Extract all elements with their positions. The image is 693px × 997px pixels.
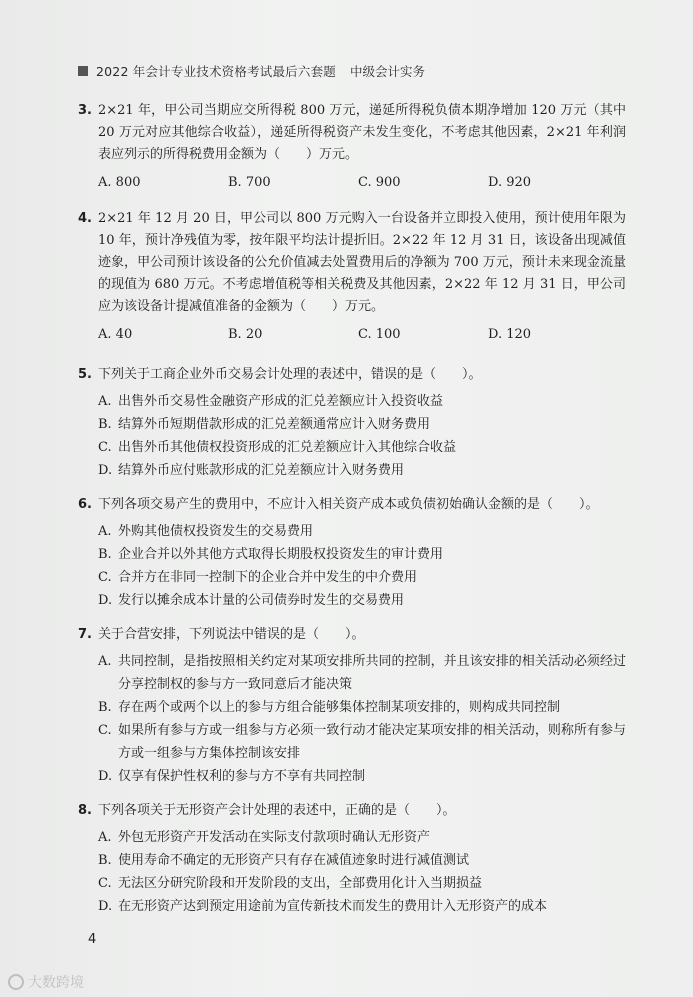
option-b: B. 企业合并以外其他方式取得长期股权投资发生的审计费用 bbox=[98, 547, 444, 562]
option-a: A. 800 bbox=[98, 175, 141, 190]
header-title: 2022 年会计专业技术资格考试最后六套题 bbox=[96, 64, 336, 79]
question-number: 3. bbox=[78, 103, 92, 118]
option-c: C. 无法区分研究阶段和开发阶段的支出，全部费用化计入当期损益 bbox=[98, 876, 483, 891]
option-d: D. 仅享有保护性权利的参与方不享有共同控制 bbox=[98, 769, 366, 784]
option-b: B. 700 bbox=[228, 175, 271, 190]
page-number: 4 bbox=[88, 932, 97, 947]
question-stem: 下列关于工商企业外币交易会计处理的表述中，错误的是（ ）。 bbox=[98, 367, 482, 382]
question-number: 4. bbox=[78, 211, 92, 226]
option-a: A. 共同控制，是指按照相关约定对某项安排所共同的控制，并且该安排的相关活动必须经过分享控制权的参与方一致同意后才能决策 bbox=[98, 654, 626, 692]
option-d: D. 发行以摊余成本计量的公司债券时发生的交易费用 bbox=[98, 593, 405, 608]
question-stem: 下列各项关于无形资产会计处理的表述中，正确的是（ ）。 bbox=[98, 803, 456, 818]
question-stem: 2×21 年 12 月 20 日，甲公司以 800 万元购入一台设备并立即投入使用，预计使用年限为 10 年，预计净残值为零，按年限平均法计提折旧。2×22 年 12 月 31 日，该设备出现减值迹象，甲公司预计该设备的公允价值减去处置费用后的净额为 700 万元，预计未来现金流量的现值为 680 万元。不考虑增值税等相关税费及其他因素，2×22 年 12 月 31 日，甲公司应为该设备计提减值准备的金额为（ ）万元。 bbox=[98, 211, 626, 314]
option-d: D. 120 bbox=[488, 327, 532, 342]
question-4 bbox=[78, 208, 626, 346]
watermark-logo-icon bbox=[8, 974, 24, 990]
option-b: B. 存在两个或两个以上的参与方组合能够集体控制某项安排的，则构成共同控制 bbox=[98, 700, 561, 715]
option-d: D. 920 bbox=[488, 175, 532, 190]
option-c: C. 900 bbox=[358, 175, 401, 190]
question-8 bbox=[78, 800, 626, 918]
question-stem: 2×21 年，甲公司当期应交所得税 800 万元，递延所得税负债本期净增加 120 万元（其中 20 万元对应其他综合收益），递延所得税资产未发生变化，不考虑其他因素，2×21 年利润表应列示的所得税费用金额为（ ）万元。 bbox=[98, 103, 626, 162]
question-7 bbox=[78, 624, 626, 788]
header-square-icon bbox=[78, 66, 88, 76]
watermark-text: 大数跨境 bbox=[28, 975, 84, 991]
option-d: D. 结算外币应付账款形成的汇兑差额应计入财务费用 bbox=[98, 463, 405, 478]
watermark bbox=[8, 972, 84, 992]
question-number: 5. bbox=[78, 367, 92, 382]
option-c: C. 出售外币其他债权投资形成的汇兑差额应计入其他综合收益 bbox=[98, 440, 457, 455]
option-c: C. 100 bbox=[358, 327, 401, 342]
header-subject: 中级会计实务 bbox=[350, 64, 426, 79]
option-b: B. 使用寿命不确定的无形资产只有存在减值迹象时进行减值测试 bbox=[98, 853, 470, 868]
question-stem: 关于合营安排，下列说法中错误的是（ ）。 bbox=[98, 627, 365, 642]
option-a: A. 40 bbox=[98, 327, 133, 342]
question-number: 6. bbox=[78, 497, 92, 512]
option-a: A. 外包无形资产开发活动在实际支付款项时确认无形资产 bbox=[98, 830, 431, 845]
option-d: D. 在无形资产达到预定用途前为宣传新技术而发生的费用计入无形资产的成本 bbox=[98, 899, 548, 914]
question-number: 8. bbox=[78, 803, 92, 818]
option-a: A. 外购其他债权投资发生的交易费用 bbox=[98, 524, 314, 539]
option-b: B. 20 bbox=[228, 327, 263, 342]
question-stem: 下列各项交易产生的费用中，不应计入相关资产成本或负债初始确认金额的是（ ）。 bbox=[98, 497, 599, 512]
question-3 bbox=[78, 100, 626, 194]
option-c: C. 如果所有参与方或一组参与方必须一致行动才能决定某项安排的相关活动，则称所有参与方或一组参与方集体控制该安排 bbox=[98, 723, 626, 761]
option-b: B. 结算外币短期借款形成的汇兑差额通常应计入财务费用 bbox=[98, 417, 431, 432]
question-6 bbox=[78, 494, 626, 612]
question-5 bbox=[78, 364, 626, 482]
option-a: A. 出售外币交易性金融资产形成的汇兑差额应计入投资收益 bbox=[98, 394, 444, 409]
question-number: 7. bbox=[78, 627, 92, 642]
page-header bbox=[78, 62, 425, 80]
option-c: C. 合并方在非同一控制下的企业合并中发生的中介费用 bbox=[98, 570, 418, 585]
